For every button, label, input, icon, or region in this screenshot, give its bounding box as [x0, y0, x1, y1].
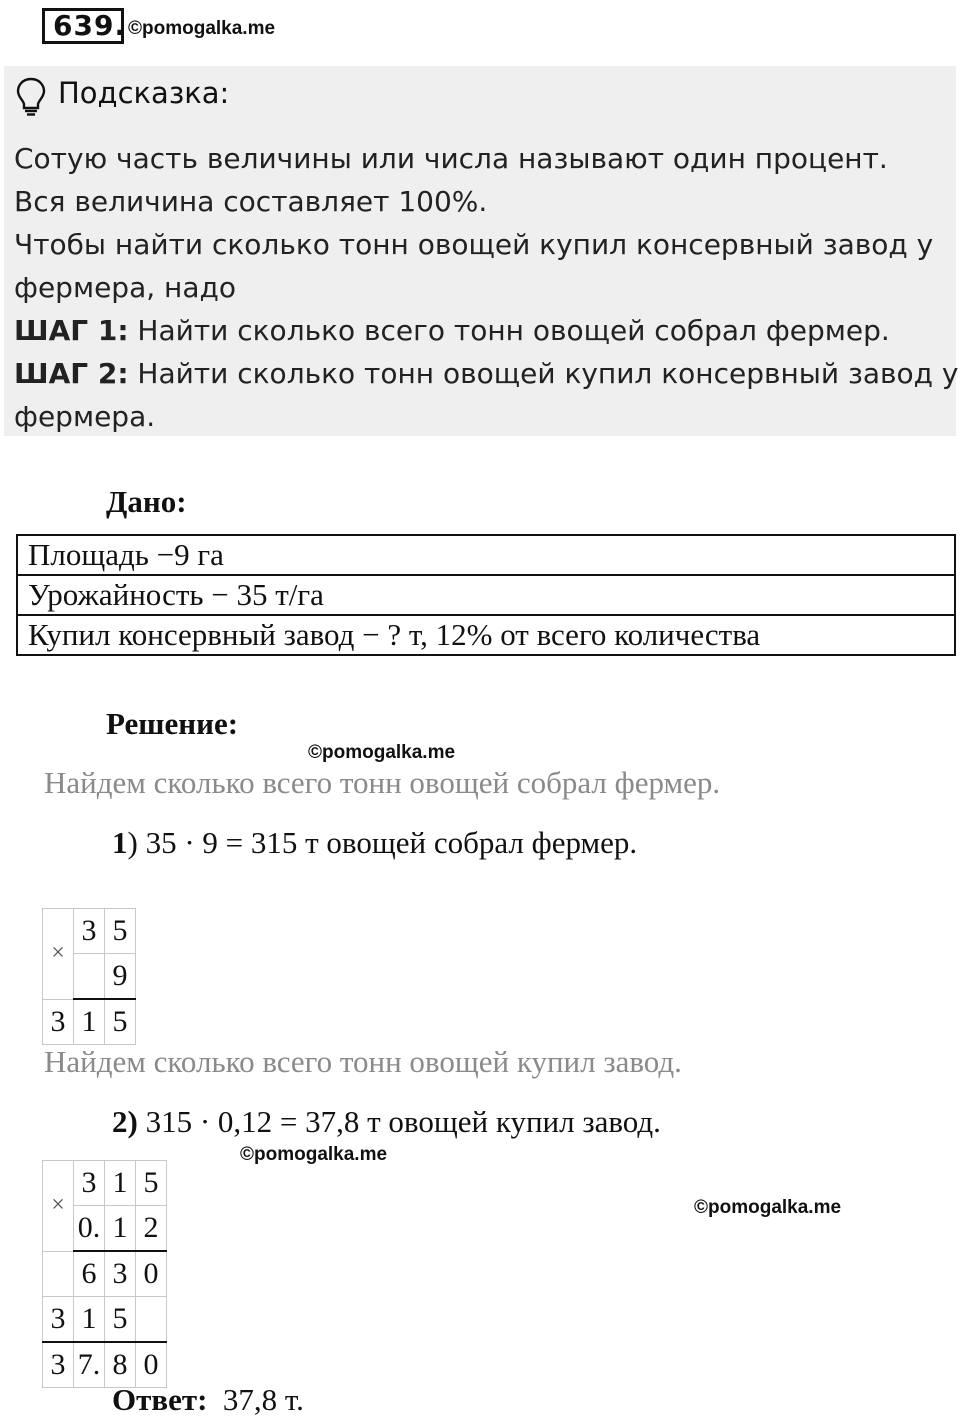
digit-cell: 5 [105, 1297, 136, 1343]
hint-line-7: фермера. [14, 400, 156, 433]
hint-line-1: Сотую часть величины или числа называют один процент. [14, 142, 888, 175]
step1-expression: 1) 35 · 9 = 315 т овощей собрал фермер. [112, 825, 638, 860]
given-row [17, 535, 955, 575]
given-row [17, 615, 955, 655]
digit-cell: 3 [74, 1161, 105, 1206]
multiply-sign: × [43, 909, 74, 1000]
digit-cell: 2 [136, 1206, 167, 1252]
digit-cell: 3 [43, 999, 74, 1045]
digit-cell: 1 [74, 999, 105, 1045]
digit-cell: 8 [105, 1342, 136, 1388]
given-cell: Площадь −9 га [17, 535, 955, 575]
given-cell: Купил консервный завод − ? т, 12% от всего количества [17, 615, 955, 655]
watermark: ©pomogalka.me [694, 1197, 842, 1218]
given-cell: Урожайность − 35 т/га [17, 575, 955, 615]
watermark: ©pomogalka.me [308, 742, 456, 763]
digit-cell [74, 954, 105, 1000]
multiplication-grid-1 [42, 908, 136, 1045]
digit-cell [43, 1251, 74, 1297]
digit-cell: 7. [74, 1342, 105, 1388]
answer-label: Ответ: [112, 1382, 208, 1417]
given-title: Дано: [106, 484, 187, 519]
lightbulb-icon [14, 76, 48, 116]
answer-value: 37,8 т. [222, 1382, 304, 1417]
watermark: ©pomogalka.me [128, 18, 276, 39]
problem-number: 639. [42, 8, 124, 44]
hint-line-4: фермера, надо [14, 271, 236, 304]
digit-cell: 1 [74, 1297, 105, 1343]
step2-description: Найдем сколько всего тонн овощей купил завод. [44, 1044, 682, 1079]
digit-cell: 3 [43, 1342, 74, 1388]
multiplication-grid-2 [42, 1160, 167, 1388]
hint-title: Подсказка: [58, 76, 230, 110]
digit-cell: 3 [105, 1251, 136, 1297]
hint-step-2: ШАГ 2: Найти сколько тонн овощей купил консервный завод у [14, 357, 959, 390]
answer [112, 1382, 304, 1418]
digit-cell: 5 [105, 909, 136, 954]
digit-cell: 5 [105, 999, 136, 1045]
digit-cell: 0 [136, 1342, 167, 1388]
digit-cell: 3 [43, 1297, 74, 1343]
step2-expression: 2) 315 · 0,12 = 37,8 т овощей купил завод. [112, 1104, 661, 1139]
digit-cell: 1 [105, 1206, 136, 1252]
step-label: ШАГ 1: [14, 314, 129, 347]
step1-description: Найдем сколько всего тонн овощей собрал фермер. [44, 765, 721, 800]
digit-cell: 0 [136, 1251, 167, 1297]
solution-title: Решение: [106, 706, 239, 741]
digit-cell: 6 [74, 1251, 105, 1297]
digit-cell: 3 [74, 909, 105, 954]
digit-cell: 1 [105, 1161, 136, 1206]
step-label: ШАГ 2: [14, 357, 129, 390]
multiply-sign: × [43, 1161, 74, 1252]
digit-cell: 9 [105, 954, 136, 1000]
digit-cell [136, 1297, 167, 1343]
hint-line-2: Вся величина составляет 100%. [14, 185, 488, 218]
watermark: ©pomogalka.me [240, 1144, 388, 1165]
digit-cell: 0. [74, 1206, 105, 1252]
given-table [16, 534, 956, 656]
given-row [17, 575, 955, 615]
digit-cell: 5 [136, 1161, 167, 1206]
hint-line-3: Чтобы найти сколько тонн овощей купил консервный завод у [14, 228, 934, 261]
hint-step-1: ШАГ 1: Найти сколько всего тонн овощей собрал фермер. [14, 314, 890, 347]
